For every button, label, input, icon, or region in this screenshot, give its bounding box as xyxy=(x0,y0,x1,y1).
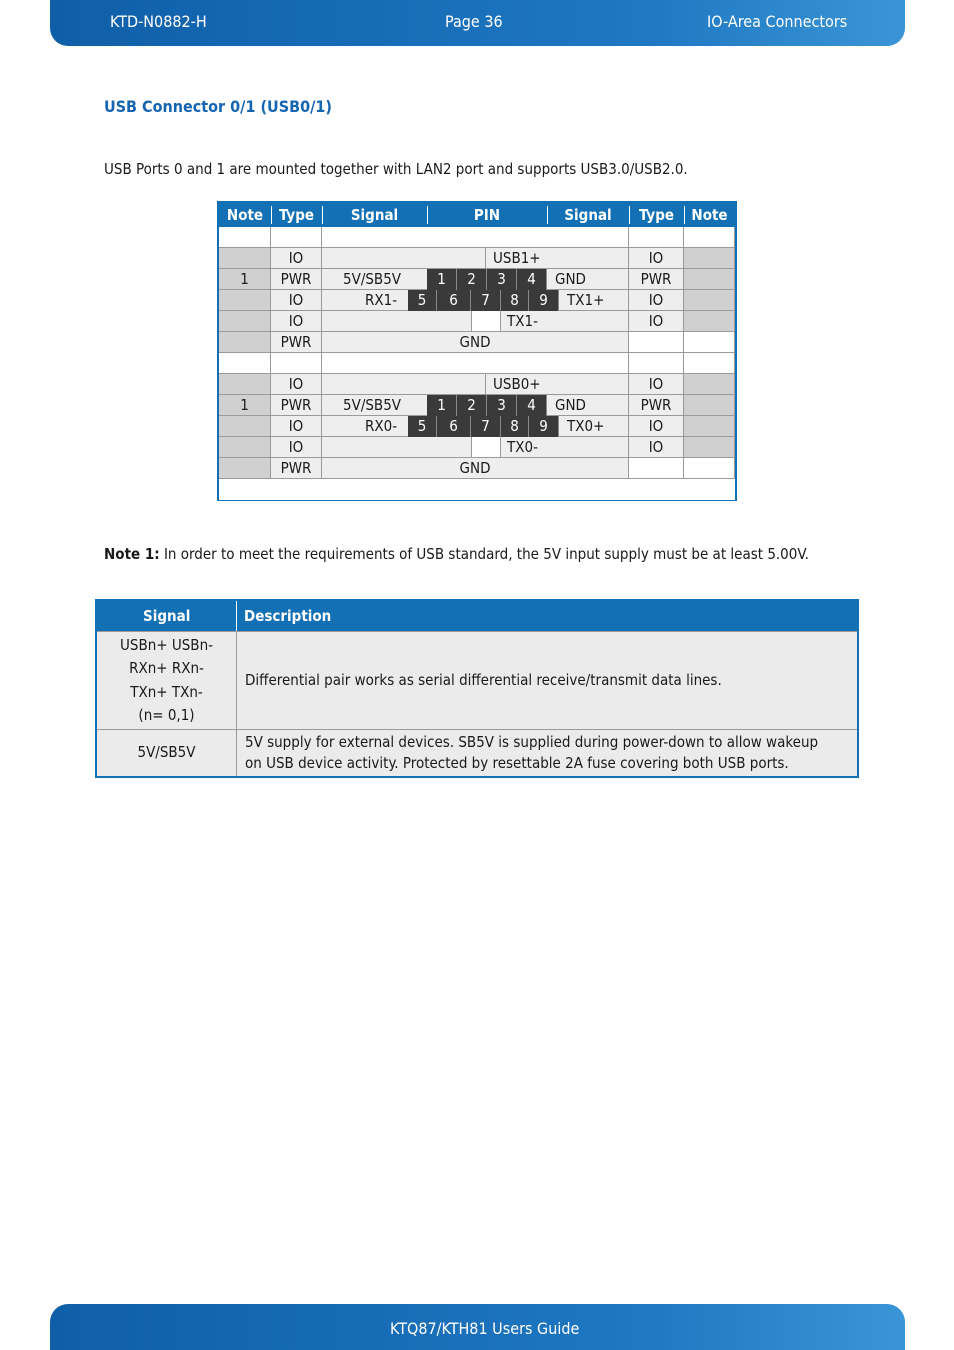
signal-right: TX1- xyxy=(507,312,538,330)
desc-line: 5V supply for external devices. SB5V is supplied during power-down to allow wakeup xyxy=(245,733,819,751)
signal-cell xyxy=(322,374,629,395)
empty-cell xyxy=(629,353,684,374)
signal-line: TXn+ TXn- xyxy=(130,682,203,701)
signal-line: USBn+ USBn- xyxy=(120,635,213,654)
col-type-left: Type xyxy=(271,206,323,224)
desc-row-5v xyxy=(97,729,857,776)
type-cell: PWR xyxy=(271,458,322,479)
col-note-right: Note xyxy=(691,206,728,224)
note-ref: 1 xyxy=(219,395,271,416)
signal-right: USB1+ xyxy=(493,249,541,267)
signal-left: RX0- xyxy=(365,417,398,435)
note-cell xyxy=(684,290,735,311)
signal-line: (n= 0,1) xyxy=(138,706,195,724)
note-cell xyxy=(219,437,271,458)
pin-number: 1 xyxy=(427,395,457,416)
col-signal-left: Signal xyxy=(322,206,428,224)
empty-cell xyxy=(684,227,735,248)
empty-cell xyxy=(271,227,322,248)
note-cell xyxy=(684,332,735,353)
desc-col-description: Description xyxy=(244,607,332,625)
type-cell: IO xyxy=(271,416,322,437)
type-cell xyxy=(629,332,684,353)
empty-cell xyxy=(219,227,271,248)
note-cell xyxy=(219,311,271,332)
note-cell xyxy=(684,374,735,395)
empty-cell xyxy=(219,353,271,374)
type-cell: PWR xyxy=(271,269,322,290)
signal-right: TX0- xyxy=(507,438,538,456)
type-cell: IO xyxy=(271,374,322,395)
note-cell xyxy=(219,374,271,395)
note-ref: 1 xyxy=(219,269,271,290)
desc-line: Differential pair works as serial differential receive/transmit data lines. xyxy=(245,671,722,689)
desc-line: on USB device activity. Protected by resettable 2A fuse covering both USB ports. xyxy=(245,754,789,772)
note-cell xyxy=(684,416,735,437)
pin-number: 8 xyxy=(501,416,529,437)
type-cell: IO xyxy=(629,311,684,332)
type-cell: IO xyxy=(271,290,322,311)
pin-number: 2 xyxy=(457,269,487,290)
pin-number: 5 xyxy=(408,416,437,437)
empty-cell xyxy=(322,353,629,374)
empty-cell xyxy=(271,353,322,374)
pin-number: 7 xyxy=(471,290,501,311)
type-cell: IO xyxy=(271,437,322,458)
type-cell: IO xyxy=(629,416,684,437)
empty-row xyxy=(219,479,735,500)
note-cell xyxy=(684,311,735,332)
pin-number: 4 xyxy=(517,269,547,290)
type-cell: PWR xyxy=(271,395,322,416)
note-cell xyxy=(219,290,271,311)
type-cell: IO xyxy=(629,290,684,311)
pin-number: 6 xyxy=(437,290,471,311)
signal-gnd: GND xyxy=(322,458,629,479)
type-cell: IO xyxy=(271,248,322,269)
signal-gnd: GND xyxy=(322,332,629,353)
note-cell xyxy=(684,395,735,416)
note-cell xyxy=(684,248,735,269)
note-cell xyxy=(219,416,271,437)
pin-number: 3 xyxy=(487,269,517,290)
signal-right: GND xyxy=(555,270,586,288)
pin-number: 5 xyxy=(408,290,437,311)
signal-right: TX1+ xyxy=(567,291,605,309)
desc-signal-cell xyxy=(97,632,237,729)
usb-pinout-table xyxy=(217,201,737,501)
signal-right: USB0+ xyxy=(493,375,541,393)
desc-signal-cell xyxy=(97,730,237,776)
type-cell: IO xyxy=(629,248,684,269)
signal-left: 5V/SB5V xyxy=(343,396,402,414)
empty-cell xyxy=(629,227,684,248)
desc-header-row xyxy=(97,601,857,631)
col-signal-right: Signal xyxy=(547,206,630,224)
chapter-title: IO-Area Connectors xyxy=(707,12,848,31)
signal-cell xyxy=(322,248,629,269)
note-cell xyxy=(219,458,271,479)
empty-cell xyxy=(684,353,735,374)
note-1-text: In order to meet the requirements of USB standard, the 5V input supply must be at least 5.00V. xyxy=(159,545,809,563)
doc-id: KTD-N0882-H xyxy=(110,12,207,31)
signal-description-table xyxy=(95,599,859,778)
pin-number: 8 xyxy=(501,290,529,311)
signal-right: GND xyxy=(555,396,586,414)
pin-number: 1 xyxy=(427,269,457,290)
page-header xyxy=(50,0,905,46)
type-cell xyxy=(629,458,684,479)
pin-number: 6 xyxy=(437,416,471,437)
desc-text-cell xyxy=(245,730,847,776)
section-title: USB Connector 0/1 (USB0/1) xyxy=(104,97,332,116)
desc-col-signal: Signal xyxy=(143,607,191,625)
type-cell: IO xyxy=(271,311,322,332)
type-cell: IO xyxy=(629,437,684,458)
note-1 xyxy=(104,545,809,563)
col-pin: PIN xyxy=(427,206,548,224)
desc-text-cell xyxy=(245,632,847,729)
intro-paragraph: USB Ports 0 and 1 are mounted together with LAN2 port and supports USB3.0/USB2.0. xyxy=(104,160,688,178)
col-note-left: Note xyxy=(219,206,272,224)
col-type-right: Type xyxy=(629,206,685,224)
pin-number: 2 xyxy=(457,395,487,416)
signal-right: TX0+ xyxy=(567,417,605,435)
empty-cell xyxy=(322,227,629,248)
note-cell xyxy=(219,332,271,353)
type-cell: PWR xyxy=(271,332,322,353)
type-cell: PWR xyxy=(629,269,684,290)
signal-line: RXn+ RXn- xyxy=(129,659,204,677)
type-cell: PWR xyxy=(629,395,684,416)
pin-number: 7 xyxy=(471,416,501,437)
signal-left: RX1- xyxy=(365,291,398,309)
note-cell xyxy=(684,269,735,290)
note-cell xyxy=(684,437,735,458)
desc-row-usb xyxy=(97,631,857,729)
pin-number: 9 xyxy=(529,290,559,311)
guide-title: KTQ87/KTH81 Users Guide xyxy=(390,1319,580,1338)
pin-number: 9 xyxy=(529,416,559,437)
page-footer xyxy=(50,1304,905,1350)
type-cell: IO xyxy=(629,374,684,395)
note-cell xyxy=(219,248,271,269)
signal-line: 5V/SB5V xyxy=(137,743,196,762)
page-number: Page 36 xyxy=(445,12,503,31)
note-1-label: Note 1: xyxy=(104,545,160,563)
pin-number: 3 xyxy=(487,395,517,416)
pinout-header-row xyxy=(219,203,735,227)
pin-number: 4 xyxy=(517,395,547,416)
note-cell xyxy=(684,458,735,479)
signal-left: 5V/SB5V xyxy=(343,270,402,288)
